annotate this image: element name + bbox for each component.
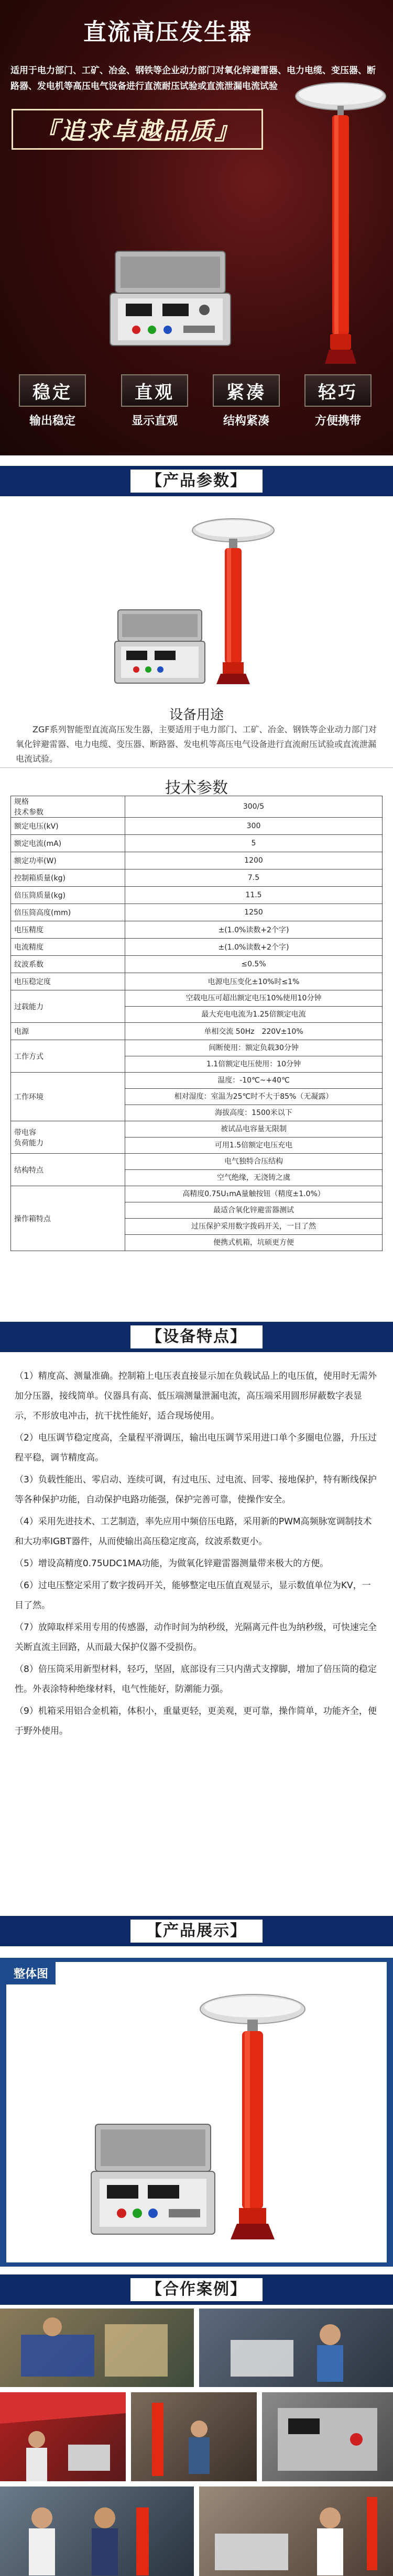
feature-badges xyxy=(0,374,393,453)
feature-item: （4）采用先进技术、工艺制造，率先应用中频倍压电路，采用新的PWM高频脉宽调制技术和大功率IGBT器件，从而使输出高压稳定度高，纹波系数更小。 xyxy=(15,1516,372,1547)
control-box-image xyxy=(105,246,236,351)
spec-row xyxy=(11,904,383,921)
spec-value: 5 xyxy=(125,835,383,852)
spec-key: 规格 技术参数 xyxy=(11,796,125,818)
spec-row xyxy=(11,887,383,904)
spec-key: 工作方式 xyxy=(11,1040,125,1073)
section-header-features xyxy=(0,1322,393,1352)
spec-row xyxy=(11,973,383,990)
spec-key: 电源 xyxy=(11,1023,125,1040)
spec-row xyxy=(11,990,383,1023)
spec-value-line: 便携式机箱，坑硕更方便 xyxy=(213,1239,294,1247)
spec-row xyxy=(11,852,383,869)
spec-key: 结构特点 xyxy=(11,1154,125,1186)
feature-item: （2）电压调节稳定度高，全量程平滑调压，输出电压调节采用进口单个多圈电位器，升压过程平稳，调节精度高。 xyxy=(15,1433,377,1463)
feature-item: （3）负载性能出、零启动、连续可调，有过电压、过电流、回零、接地保护，特有断线保护等各种保护功能，自动保护电路功能强，保护完善可靠，使操作安全。 xyxy=(15,1475,377,1505)
spec-key: 控制箱质量(kg) xyxy=(11,869,125,887)
feature-item: （8）倍压筒采用新型材料，轻巧，坚固，底部设有三只内凿式支撑脚，增加了倍压筒的稳定性。外表涂特种绝缘材料，电气性能好，防潮能力强。 xyxy=(15,1664,377,1694)
voltage-multiplier-rod-image xyxy=(293,79,388,372)
spec-value-line: 海拔高度：1500米以下 xyxy=(215,1109,292,1117)
usage-title: 设备用途 xyxy=(169,707,224,723)
badge-light xyxy=(299,374,377,428)
badge-stable xyxy=(13,374,92,428)
section-title: 【设备特点】 xyxy=(130,1325,263,1348)
section-header-cases xyxy=(0,2274,393,2305)
spec-value-group xyxy=(125,1121,383,1154)
feature-item: （1）精度高、测量准确。控制箱上电压表直接显示加在负载试品上的电压值，使用时无需外加分压器，接线简单。仪器具有高、低压端测量泄漏电流，高压端采用圆形屏蔽数字表显示，不形放电冲击，抗干扰性能好，适合现场使用。 xyxy=(15,1371,377,1421)
case-photo xyxy=(0,2309,194,2387)
spec-value-line: 间断使用：额定负载30分钟 xyxy=(125,1040,382,1056)
badge-tile: 稳定 xyxy=(19,374,86,407)
spec-row xyxy=(11,869,383,887)
spec-value: ±(1.0%读数+2个字) xyxy=(125,921,383,939)
badge-tile: 轻巧 xyxy=(304,374,372,407)
case-photo xyxy=(0,2486,194,2576)
spec-value: 1200 xyxy=(125,852,383,869)
spec-row xyxy=(11,1023,383,1040)
spec-key: 额定电流(mA) xyxy=(11,835,125,852)
spec-key: 倍压筒质量(kg) xyxy=(11,887,125,904)
case-photo xyxy=(199,2309,393,2387)
spec-title: 技术参数 xyxy=(165,779,228,797)
spec-table xyxy=(10,796,383,1251)
spec-value-line: 空气绝缘，无浇铸之虞 xyxy=(217,1174,290,1182)
spec-key: 倍压筒高度(mm) xyxy=(11,904,125,921)
features-list xyxy=(15,1366,378,1743)
case-photo xyxy=(262,2392,393,2481)
spec-key: 过载能力 xyxy=(11,990,125,1023)
section-title: 【产品展示】 xyxy=(130,1920,263,1943)
hero-title: 直流高压发生器 xyxy=(83,19,252,46)
spec-value: 300/5 xyxy=(125,796,383,818)
hero-description: 适用于电力部门、工矿、冶金、钢铁等企业动力部门对氧化锌避雷器、电力电缆、变压器、断路器、发电机等高压电气设备进行直流耐压试验或直流泄漏电流试验 xyxy=(10,65,376,92)
spec-value-group xyxy=(125,1186,383,1251)
spec-key: 额定功率(W) xyxy=(11,852,125,869)
section-divider xyxy=(0,767,393,768)
section-title: 【产品参数】 xyxy=(130,470,263,493)
feature-item: （6）过电压整定采用了数字拨码开关，能够整定电压值直观显示，显示数值单位为KV，一目了然。 xyxy=(15,1580,371,1611)
spec-value-line: 过压保护采用数字拨码开关，一目了然 xyxy=(125,1219,382,1235)
spec-row xyxy=(11,1186,383,1251)
usage-text: ZGF系列智能型直流高压发生器，主要适用于电力部门、工矿、冶金、钢铁等企业动力部门对氧化锌避雷器、电力电缆、变压器、断路器、发电机等高压电气设备进行直流耐压试验或直流泄漏电流试验。 xyxy=(16,724,377,764)
section-title: 【合作案例】 xyxy=(130,2278,263,2301)
badge-caption: 方便携带 xyxy=(314,415,361,428)
spec-key: 纹波系数 xyxy=(11,956,125,973)
badge-caption: 输出稳定 xyxy=(29,415,75,428)
spec-value: 1250 xyxy=(125,904,383,921)
showcase-panel xyxy=(6,1962,387,2262)
spec-row xyxy=(11,939,383,956)
badge-intuitive xyxy=(115,374,194,428)
section-header-params xyxy=(0,466,393,496)
spec-value-line: 空载电压可超出额定电压10%使用10分钟 xyxy=(125,990,382,1007)
spec-value-line: 电气独特合压结构 xyxy=(125,1154,382,1170)
spec-value-group xyxy=(125,1073,383,1121)
badge-tile: 紧凑 xyxy=(213,374,280,407)
case-photo xyxy=(0,2392,126,2481)
spec-value-line: 温度：-10℃~+40℃ xyxy=(125,1073,382,1089)
spec-value-line: 1.1倍额定电压使用：10分钟 xyxy=(206,1060,301,1068)
spec-key: 操作箱特点 xyxy=(11,1186,125,1251)
spec-value-line: 最大充电电流为1.25倍额定电流 xyxy=(201,1010,306,1019)
spec-value: 电源电压变化±10%时≤1% xyxy=(125,973,383,990)
case-photos xyxy=(0,2309,393,2576)
case-photo xyxy=(199,2486,393,2576)
spec-row xyxy=(11,1154,383,1186)
spec-key: 电压精度 xyxy=(11,921,125,939)
spec-value-line: 最适合氧化锌避雷器测试 xyxy=(125,1202,382,1219)
spec-value: ±(1.0%读数+2个字) xyxy=(125,939,383,956)
badge-caption: 显示直观 xyxy=(131,415,178,428)
feature-item: （5）增设高精度0.75UDC1MA功能，为做氧化锌避雷器测量带来极大的方便。 xyxy=(15,1558,329,1569)
spec-row xyxy=(11,796,383,818)
spec-key: 带电容 负荷能力 xyxy=(11,1121,125,1154)
spec-value: ≤0.5% xyxy=(125,956,383,973)
spec-value: 7.5 xyxy=(125,869,383,887)
spec-row xyxy=(11,921,383,939)
spec-row xyxy=(11,818,383,835)
spec-row xyxy=(11,1040,383,1073)
spec-row xyxy=(11,1073,383,1121)
case-photo xyxy=(131,2392,257,2481)
spec-value: 300 xyxy=(125,818,383,835)
spec-value-group xyxy=(125,1154,383,1186)
badge-tile: 直观 xyxy=(121,374,188,407)
spec-row xyxy=(11,1121,383,1154)
spec-value-line: 可用1.5倍额定电压充电 xyxy=(214,1141,293,1150)
spec-row xyxy=(11,835,383,852)
spec-value-group xyxy=(125,990,383,1023)
showcase-product-image xyxy=(85,1988,315,2255)
spec-value-group xyxy=(125,1040,383,1073)
feature-item: （9）机箱采用铝合金机箱，体积小，重量更轻，更美观，更可靠，操作简单，功能齐全，便于野外使用。 xyxy=(15,1706,377,1736)
spec-value-line: 被试品电容量无限制 xyxy=(125,1121,382,1138)
showcase-frame xyxy=(0,1958,393,2267)
spec-key: 工作环境 xyxy=(11,1073,125,1121)
spec-key: 额定电压(kV) xyxy=(11,818,125,835)
hero-banner xyxy=(0,0,393,455)
badge-compact xyxy=(207,374,286,428)
feature-item: （7）放障取样采用专用的传感器，动作时间为纳秒级，光隔离元件也为纳秒级，可快速完全关断直流主回路，从而最大保护仪器不受损伤。 xyxy=(15,1622,377,1653)
spec-value-line: 相对湿度：室温为25℃时不大于85%（无凝露） xyxy=(125,1089,382,1105)
spec-key: 电压稳定度 xyxy=(11,973,125,990)
hero-slogan: 『追求卓越品质』 xyxy=(12,109,263,150)
showcase-tag: 整体图 xyxy=(6,1962,56,1984)
spec-value: 单相交流 50Hz 220V±10% xyxy=(125,1023,383,1040)
section-header-showcase xyxy=(0,1916,393,1946)
spec-value: 11.5 xyxy=(125,887,383,904)
product-set-image xyxy=(113,516,280,688)
badge-caption: 结构紧凑 xyxy=(223,415,269,428)
spec-value-line: 高精度0.75U₁mA量触按钮（精度±1.0%） xyxy=(125,1186,382,1202)
spec-key: 电流精度 xyxy=(11,939,125,956)
spec-row xyxy=(11,956,383,973)
